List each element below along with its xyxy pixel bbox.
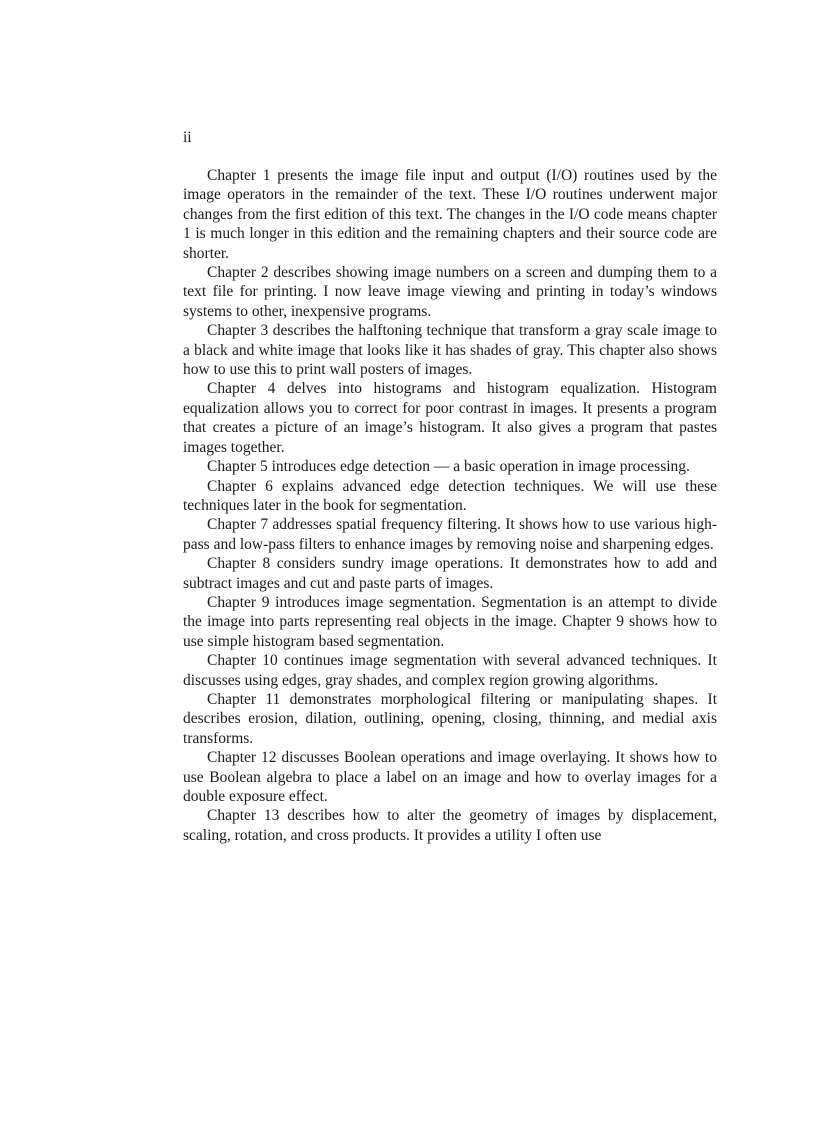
paragraph-chapter-10: Chapter 10 continues image segmentation with several advanced techniques. It discusses using edges, gray shades, and complex region growing algorithms. <box>183 652 717 689</box>
paragraph-chapter-8: Chapter 8 considers sundry image operations. It demonstrates how to add and subtract images and cut and paste parts of images. <box>183 555 717 592</box>
body-text <box>183 166 717 845</box>
paragraph-chapter-9: Chapter 9 introduces image segmentation. Segmentation is an attempt to divide the image into parts representing real objects in the image. Chapter 9 shows how to use simple histogram based segmentation. <box>183 593 717 650</box>
paragraph-chapter-3: Chapter 3 describes the halftoning technique that transform a gray scale image to a black and white image that looks like it has shades of gray. This chapter also shows how to use this to print wall posters of images. <box>183 322 717 379</box>
page-number: ii <box>183 129 192 146</box>
paragraph-chapter-6: Chapter 6 explains advanced edge detection techniques. We will use these techniques later in the book for segmentation. <box>183 477 717 514</box>
paragraph-chapter-4: Chapter 4 delves into histograms and histogram equalization. Histogram equalization allows you to correct for poor contrast in images. It presents a program that creates a picture of an image’s histogram. It also gives a program that pastes images together. <box>183 380 717 456</box>
paragraph-chapter-11: Chapter 11 demonstrates morphological filtering or manipulating shapes. It describes erosion, dilation, outlining, opening, closing, thinning, and medial axis transforms. <box>183 690 717 747</box>
paragraph-chapter-2: Chapter 2 describes showing image numbers on a screen and dumping them to a text file for printing. I now leave image viewing and printing in today’s windows systems to other, inexpensive programs. <box>183 264 717 320</box>
paragraph-chapter-1: Chapter 1 presents the image file input and output (I/O) routines used by the image operators in the remainder of the text. These I/O routines underwent major changes from the first edition of this text. The changes in the I/O code means chapter 1 is much longer in this edition and the remaining chapters and their source code are shorter. <box>183 167 717 262</box>
paragraph-chapter-12: Chapter 12 discusses Boolean operations and image overlaying. It shows how to use Boolean algebra to place a label on an image and how to overlay images for a double exposure effect. <box>183 749 717 805</box>
paragraph-chapter-7: Chapter 7 addresses spatial frequency filtering. It shows how to use various high-pass and low-pass filters to enhance images by removing noise and sharpening edges. <box>183 516 717 553</box>
paragraph-chapter-13: Chapter 13 describes how to alter the geometry of images by displacement, scaling, rotation, and cross products. It provides a utility I often use <box>183 807 717 844</box>
paragraph-chapter-5: Chapter 5 introduces edge detection — a basic operation in image processing. <box>207 458 690 476</box>
